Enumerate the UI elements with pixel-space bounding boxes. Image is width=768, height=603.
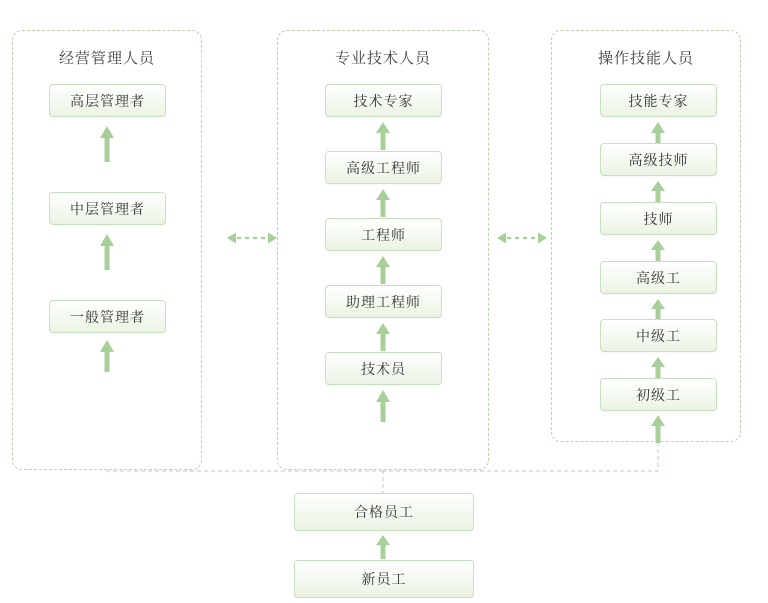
column-title-skill [551, 47, 741, 68]
arrow-up-technical-4 [375, 323, 389, 353]
node-skill-4[interactable] [600, 319, 717, 352]
arrow-up-technical-1 [375, 122, 389, 152]
node-label: 技术员 [361, 360, 406, 377]
node-label: 技能专家 [628, 92, 689, 109]
node-skill-2[interactable] [600, 202, 717, 235]
column-title-label: 经营管理人员 [58, 50, 155, 67]
column-title-label: 操作技能人员 [597, 50, 694, 67]
node-skill-0[interactable] [600, 84, 717, 117]
arrow-up-technical-3 [375, 256, 389, 286]
node-management-2[interactable] [49, 300, 166, 333]
arrow-up-management-1 [99, 126, 113, 156]
node-label: 技术专家 [353, 92, 414, 109]
node-label: 高级工程师 [346, 159, 421, 176]
node-label: 助理工程师 [346, 293, 421, 310]
arrow-up-management-2 [99, 234, 113, 264]
node-management-0[interactable] [49, 84, 166, 117]
column-title-management [12, 47, 202, 68]
node-technical-3[interactable] [325, 285, 442, 318]
node-label: 工程师 [361, 226, 406, 243]
node-label: 中级工 [636, 327, 681, 344]
node-base-new-employee[interactable] [294, 560, 474, 598]
node-label: 初级工 [636, 386, 681, 403]
arrow-up-management-base [99, 340, 113, 370]
node-label: 高级技师 [628, 151, 689, 168]
arrow-up-technical-2 [375, 189, 389, 219]
column-title-label: 专业技术人员 [334, 50, 431, 67]
arrow-up-skill-base [650, 415, 664, 445]
node-label: 高层管理者 [70, 92, 145, 109]
node-label: 中层管理者 [70, 200, 145, 217]
arrow-between-management-technical [227, 230, 273, 244]
node-technical-2[interactable] [325, 218, 442, 251]
arrow-between-technical-skill [497, 230, 543, 244]
node-technical-4[interactable] [325, 352, 442, 385]
node-label: 高级工 [636, 269, 681, 286]
node-technical-1[interactable] [325, 151, 442, 184]
column-title-technical [277, 47, 489, 68]
node-technical-0[interactable] [325, 84, 442, 117]
node-base-qualified-employee[interactable] [294, 493, 474, 531]
node-management-1[interactable] [49, 192, 166, 225]
node-label: 一般管理者 [70, 308, 145, 325]
node-label: 新员工 [361, 571, 407, 587]
node-skill-1[interactable] [600, 143, 717, 176]
node-label: 技师 [643, 210, 674, 227]
node-skill-5[interactable] [600, 378, 717, 411]
node-skill-3[interactable] [600, 261, 717, 294]
node-label: 合格员工 [354, 504, 414, 520]
arrow-up-technical-base [375, 390, 389, 420]
